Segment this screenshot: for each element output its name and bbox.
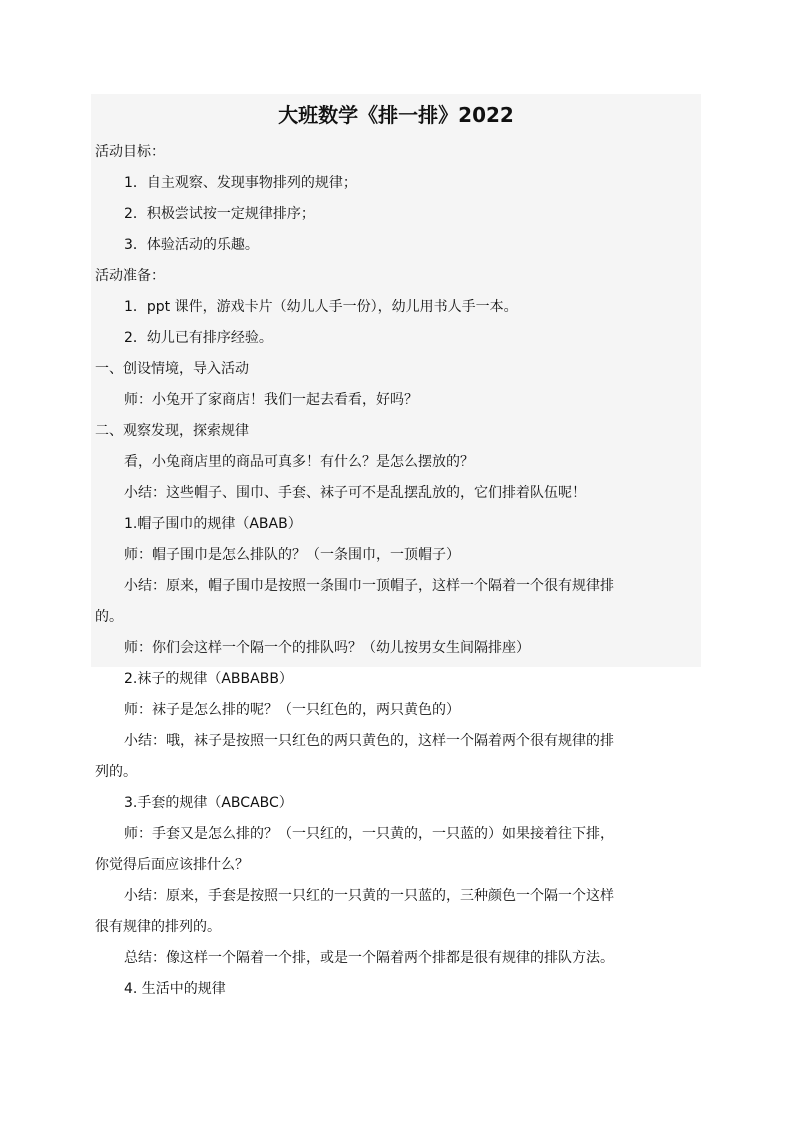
goal-item-3: 3．体验活动的乐趣。: [124, 237, 259, 253]
paragraph-continuation: 你觉得后面应该排什么？: [95, 857, 249, 873]
section-heading-1: 一、创设情境，导入活动: [95, 361, 249, 377]
subheading-1: 1.帽子围巾的规律（ABAB）: [124, 516, 302, 532]
paragraph-continuation: 的。: [95, 609, 123, 625]
paragraph: 小结：原来，帽子围巾是按照一条围巾一顶帽子，这样一个隔着一个很有规律排: [124, 578, 614, 594]
preparation-item-2: 2．幼儿已有排序经验。: [124, 330, 273, 346]
paragraph: 小结：哦，袜子是按照一只红色的两只黄色的，这样一个隔着两个很有规律的排: [124, 733, 614, 749]
subheading-2: 2.袜子的规律（ABBABB）: [124, 671, 293, 687]
paragraph: 师：小兔开了家商店！我们一起去看看，好吗？: [124, 392, 418, 408]
paragraph-continuation: 很有规律的排列的。: [95, 919, 221, 935]
section-heading-2: 二、观察发现，探索规律: [95, 423, 249, 439]
summary-paragraph: 总结：像这样一个隔着一个排，或是一个隔着两个排都是很有规律的排队方法。: [124, 950, 614, 966]
subheading-4: 4. 生活中的规律: [124, 981, 226, 997]
subheading-3: 3.手套的规律（ABCABC）: [124, 795, 293, 811]
preparation-item-1: 1．ppt 课件，游戏卡片（幼儿人手一份），幼儿用书人手一本。: [124, 299, 518, 315]
paragraph: 看，小兔商店里的商品可真多！有什么？是怎么摆放的？: [124, 454, 474, 470]
goal-item-2: 2．积极尝试按一定规律排序；: [124, 206, 315, 222]
paragraph: 师：手套又是怎么排的？（一只红的，一只黄的，一只蓝的）如果接着往下排，: [124, 826, 614, 842]
section-heading-preparation: 活动准备：: [95, 268, 165, 284]
paragraph: 小结：原来，手套是按照一只红的一只黄的一只蓝的，三种颜色一个隔一个这样: [124, 888, 614, 904]
goal-item-1: 1．自主观察、发现事物排列的规律；: [124, 175, 357, 191]
page-title: 大班数学《排一排》2022: [278, 103, 514, 127]
paragraph-continuation: 列的。: [95, 764, 137, 780]
paragraph: 小结：这些帽子、围巾、手套、袜子可不是乱摆乱放的，它们排着队伍呢！: [124, 485, 586, 501]
paragraph: 师：你们会这样一个隔一个的排队吗？（幼儿按男女生间隔排座）: [124, 640, 530, 656]
section-heading-goals: 活动目标：: [95, 144, 165, 160]
paragraph: 师：帽子围巾是怎么排队的？（一条围巾，一顶帽子）: [124, 547, 460, 563]
paragraph: 师：袜子是怎么排的呢？（一只红色的，两只黄色的）: [124, 702, 460, 718]
